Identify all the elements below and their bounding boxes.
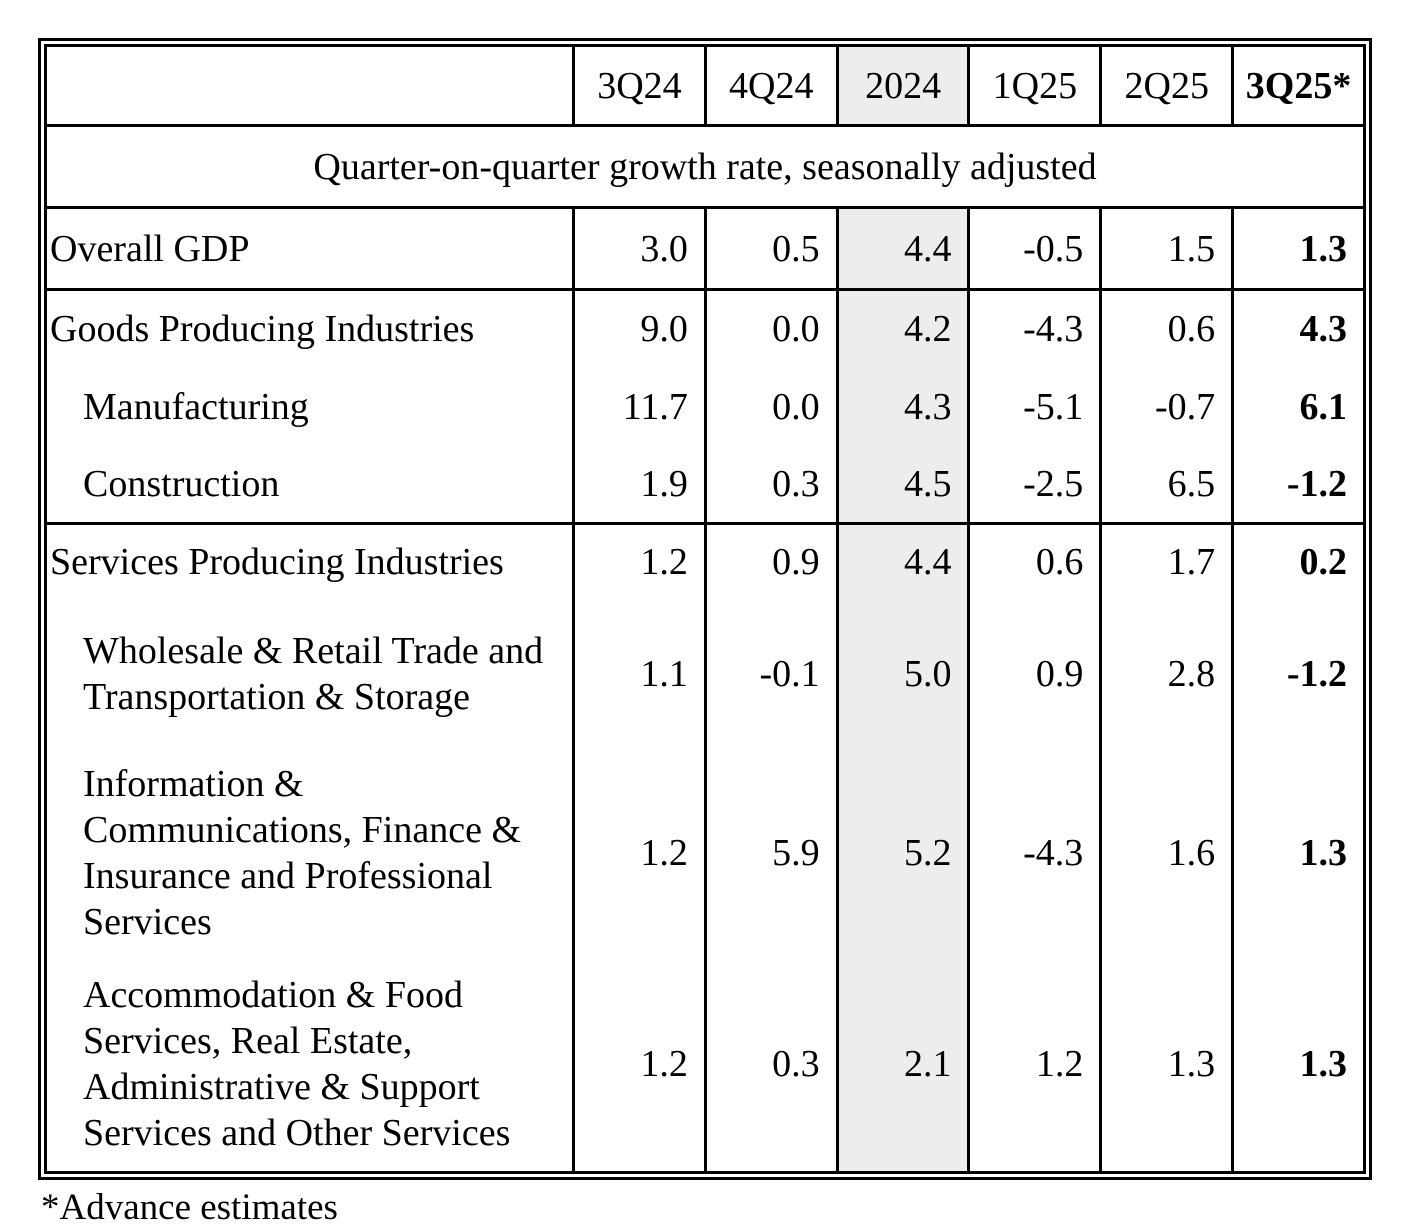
- value-cell: 2.8: [1101, 600, 1233, 748]
- row-label: Construction: [83, 462, 280, 505]
- row-label: Information & Communications, Finance & Insurance and Professional Services: [83, 762, 522, 943]
- value-cell: -1.2: [1233, 446, 1365, 524]
- table-row-wholesale-retail-transport: [46, 600, 1365, 748]
- row-label: Manufacturing: [83, 385, 309, 428]
- value-cell: 1.2: [574, 748, 706, 958]
- value-cell: 1.2: [574, 524, 706, 600]
- row-label: Goods Producing Industries: [46, 290, 574, 368]
- value-cell: 6.5: [1101, 446, 1233, 524]
- value-cell: 3.0: [574, 208, 706, 290]
- value-cell: 1.6: [1101, 748, 1233, 958]
- subheader-caption: Quarter-on-quarter growth rate, seasonally adjusted: [46, 126, 1365, 208]
- value-cell: 1.9: [574, 446, 706, 524]
- value-cell: 6.1: [1233, 368, 1365, 446]
- value-cell: 2.1: [837, 958, 969, 1173]
- value-cell: -0.1: [705, 600, 837, 748]
- header-2q25: 2Q25: [1101, 46, 1233, 126]
- value-cell: 4.5: [837, 446, 969, 524]
- table-row-accommodation-food-other: [46, 958, 1365, 1173]
- value-cell: -0.5: [969, 208, 1101, 290]
- value-cell: 1.3: [1233, 748, 1365, 958]
- row-label: Overall GDP: [46, 208, 574, 290]
- value-cell: 0.9: [969, 600, 1101, 748]
- value-cell: 0.5: [705, 208, 837, 290]
- value-cell: 0.3: [705, 446, 837, 524]
- row-label: Wholesale & Retail Trade and Transportation & Storage: [83, 629, 544, 718]
- header-row: [46, 46, 1365, 126]
- value-cell: 1.1: [574, 600, 706, 748]
- value-cell: -0.7: [1101, 368, 1233, 446]
- value-cell: 1.2: [969, 958, 1101, 1173]
- value-cell: 1.7: [1101, 524, 1233, 600]
- value-cell: 4.3: [1233, 290, 1365, 368]
- value-cell: 0.6: [1101, 290, 1233, 368]
- header-1q25: 1Q25: [969, 46, 1101, 126]
- subheader-row: [46, 126, 1365, 208]
- table-row-infocomm-finance-professional: [46, 748, 1365, 958]
- value-cell: -4.3: [969, 290, 1101, 368]
- value-cell: 0.3: [705, 958, 837, 1173]
- value-cell: 1.3: [1101, 958, 1233, 1173]
- value-cell: 9.0: [574, 290, 706, 368]
- value-cell: 1.3: [1233, 208, 1365, 290]
- header-3q25: 3Q25*: [1233, 46, 1365, 126]
- value-cell: 5.0: [837, 600, 969, 748]
- header-4q24: 4Q24: [705, 46, 837, 126]
- header-3q24: 3Q24: [574, 46, 706, 126]
- value-cell: 0.2: [1233, 524, 1365, 600]
- header-empty-cell: [46, 46, 574, 126]
- value-cell: 5.9: [705, 748, 837, 958]
- value-cell: 4.4: [837, 208, 969, 290]
- advance-estimates-footnote: *Advance estimates: [41, 1187, 338, 1228]
- row-label: Accommodation & Food Services, Real Estate, Administrative & Support Services and Other Services: [83, 974, 511, 1155]
- value-cell: -1.2: [1233, 600, 1365, 748]
- value-cell: 1.5: [1101, 208, 1233, 290]
- value-cell: 11.7: [574, 368, 706, 446]
- value-cell: 0.0: [705, 290, 837, 368]
- table-row-manufacturing: [46, 368, 1365, 446]
- value-cell: 5.2: [837, 748, 969, 958]
- value-cell: 1.3: [1233, 958, 1365, 1173]
- value-cell: 0.6: [969, 524, 1101, 600]
- value-cell: 4.3: [837, 368, 969, 446]
- gdp-growth-table: [44, 44, 1366, 1174]
- value-cell: -2.5: [969, 446, 1101, 524]
- table-row-services-producing: [46, 524, 1365, 600]
- table-row-construction: [46, 446, 1365, 524]
- table-row-goods-producing: [46, 290, 1365, 368]
- header-2024: 2024: [837, 46, 969, 126]
- value-cell: 0.9: [705, 524, 837, 600]
- table-row-overall-gdp: [46, 208, 1365, 290]
- value-cell: 4.4: [837, 524, 969, 600]
- value-cell: 1.2: [574, 958, 706, 1173]
- value-cell: 0.0: [705, 368, 837, 446]
- gdp-table-frame: [38, 38, 1372, 1180]
- value-cell: -5.1: [969, 368, 1101, 446]
- row-label: Services Producing Industries: [46, 524, 574, 600]
- value-cell: 4.2: [837, 290, 969, 368]
- value-cell: -4.3: [969, 748, 1101, 958]
